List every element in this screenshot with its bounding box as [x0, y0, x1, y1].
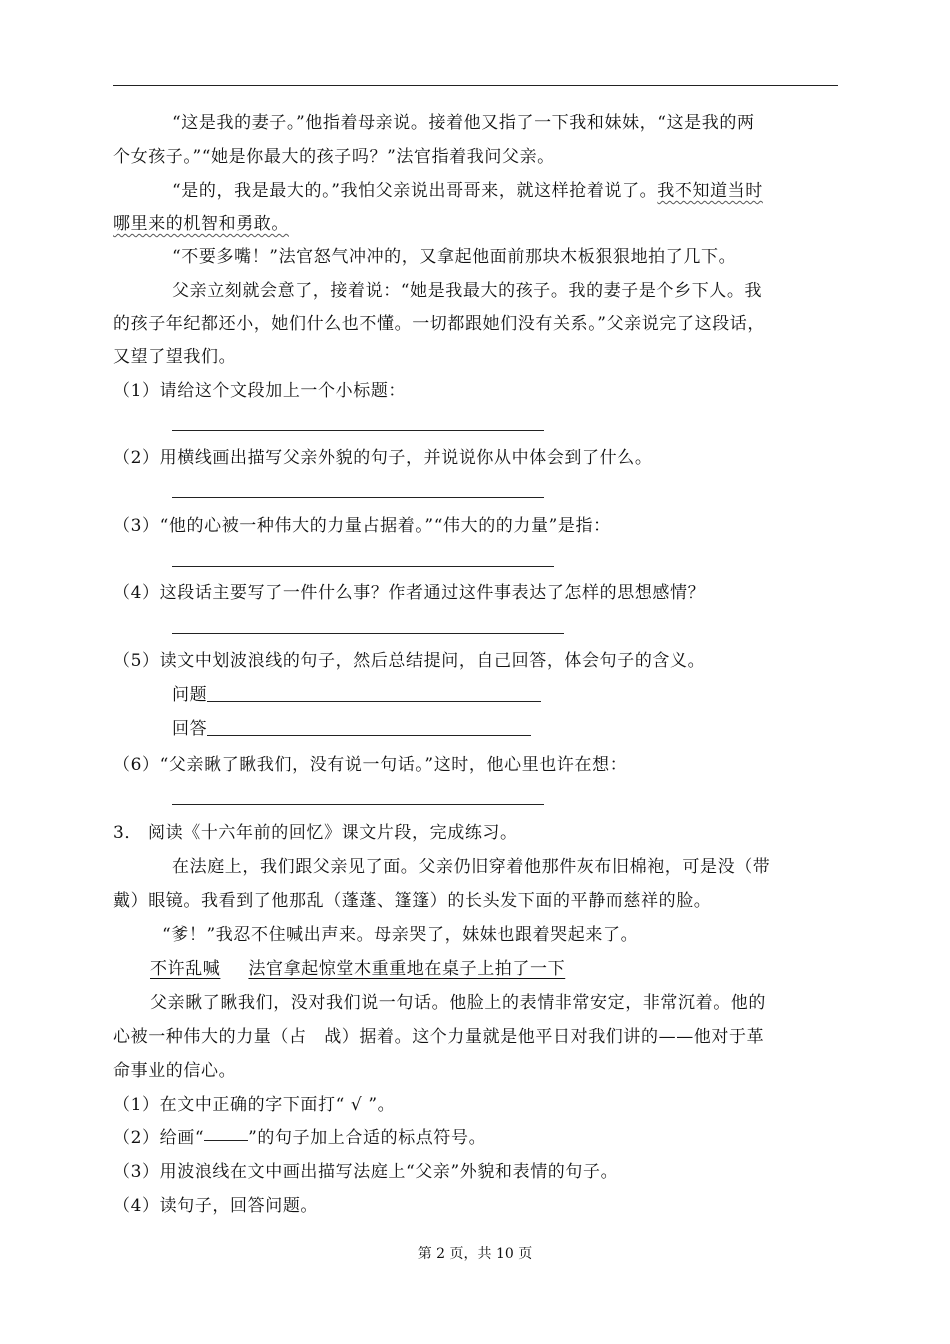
question-4: （4）读句子，回答问题。 — [113, 1196, 319, 1216]
passage-line: 在法庭上，我们跟父亲见了面。父亲仍旧穿着他那件灰布旧棉袍，可是没（带 — [172, 857, 771, 877]
wavy-underlined-text: 哪里来的机智和勇敢。 — [113, 214, 289, 234]
answer-label-row — [172, 718, 531, 740]
passage-line: 戴）眼镜。我看到了他那乱（蓬蓬、篷篷）的长头发下面的平静而慈祥的脸。 — [113, 891, 712, 911]
answer-line[interactable] — [172, 497, 544, 498]
question-2: （2）用横线画出描写父亲外貌的句子，并说说你从中体会到了什么。 — [113, 448, 653, 468]
wavy-underlined-text: 我不知道当时 — [657, 181, 763, 201]
question-1: （1）在文中正确的字下面打“ √ ”。 — [113, 1095, 396, 1115]
answer-line[interactable] — [207, 721, 531, 736]
passage-line: 心被一种伟大的力量（占 战）据着。这个力量就是他平日对我们讲的——他对于革 — [113, 1027, 765, 1047]
answer-line[interactable] — [172, 566, 554, 567]
underlined-text — [150, 959, 565, 979]
question-text: （2）给画“ — [113, 1128, 205, 1148]
question-1: （1）请给这个文段加上一个小标题： — [113, 381, 407, 401]
passage-line — [172, 180, 763, 202]
passage-line: 命事业的信心。 — [113, 1061, 237, 1081]
answer-label: 回答 — [172, 719, 208, 739]
answer-line[interactable] — [207, 687, 541, 702]
passage-line: “爹！”我忍不住喊出声来。母亲哭了，妹妹也跟着哭起来了。 — [162, 925, 639, 945]
underline-marker — [204, 1130, 248, 1141]
underlined-sentence — [150, 958, 565, 980]
passage-line: 个女孩子。”“她是你最大的孩子吗？”法官指着我问父亲。 — [113, 147, 555, 167]
passage-line — [113, 213, 289, 235]
answer-line[interactable] — [172, 633, 564, 634]
underlined-part: 不许乱喊 — [150, 959, 221, 979]
question-5: （5）读文中划波浪线的句子，然后总结提问，自己回答，体会句子的含义。 — [113, 651, 706, 671]
passage-line: 的孩子年纪都还小，她们什么也不懂。一切都跟她们没有关系。”父亲说完了这段话， — [113, 314, 765, 334]
underlined-part: 法官拿起惊堂木重重地在桌子上拍了一下 — [248, 959, 566, 979]
question-4: （4）这段话主要写了一件什么事？作者通过这件事表达了怎样的思想感情？ — [113, 583, 706, 603]
question-3: （3）“他的心被一种伟大的力量占据着。”“伟大的的力量”是指： — [113, 516, 611, 536]
question-2 — [113, 1127, 486, 1149]
section-heading: 3． 阅读《十六年前的回忆》课文片段，完成练习。 — [113, 823, 518, 843]
question-6: （6）“父亲瞅了瞅我们，没有说一句话。”这时，他心里也许在想： — [113, 755, 628, 775]
passage-line: 父亲立刻就会意了，接着说：“她是我最大的孩子。我的妻子是个乡下人。我 — [172, 281, 763, 301]
answer-line[interactable] — [172, 804, 544, 805]
question-text: ”的句子加上合适的标点符号。 — [248, 1128, 487, 1148]
question-label-row — [172, 684, 541, 706]
question-label: 问题 — [172, 685, 208, 705]
page-footer: 第 2 页，共 10 页 — [417, 1246, 533, 1262]
passage-line: 又望了望我们。 — [113, 347, 237, 367]
passage-line: “不要多嘴！”法官怒气冲冲的，又拿起他面前那块木板狠狠地拍了几下。 — [172, 247, 737, 267]
header-rule — [113, 85, 838, 86]
passage-text: “是的，我是最大的。”我怕父亲说出哥哥来，就这样抢着说了。 — [172, 181, 658, 201]
passage-line: “这是我的妻子。”他指着母亲说。接着他又指了一下我和妹妹，“这是我的两 — [172, 113, 755, 133]
passage-line: 父亲瞅了瞅我们，没对我们说一句话。他脸上的表情非常安定，非常沉着。他的 — [150, 993, 766, 1013]
question-3: （3）用波浪线在文中画出描写法庭上“父亲”外貌和表情的句子。 — [113, 1162, 619, 1182]
answer-line[interactable] — [172, 430, 544, 431]
